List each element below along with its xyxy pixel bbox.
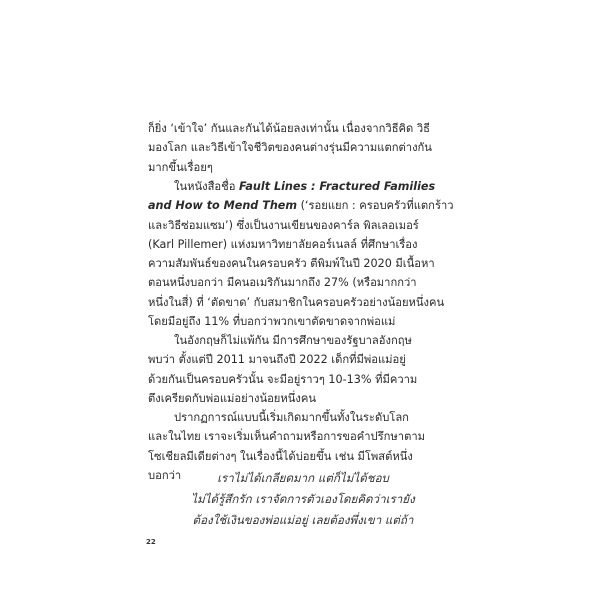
text-segment: ในหนังสือชื่อ [174,180,240,193]
paragraph-2 [148,177,460,331]
text-segment: (‘รอยแยก : ครอบครัวที่แตกร้าว [297,199,454,213]
text-line [148,177,460,196]
text-line: และวิธีซ่อมแซม’) ซึ่งเป็นงานเขียนของคาร์ล พิลเลอเมอร์ [148,218,419,232]
text-line: มากขึ้นเรื่อยๆ [148,160,213,174]
text-line: ก็ยิ่ง ‘เข้าใจ’ กันและกันได้น้อยลงเท่านั้น เนื่องจากวิธีคิด วิธี [148,122,430,135]
text-line: และในไทย เราจะเริ่มเห็นคำถามหรือการขอคำปรึกษาตาม [148,430,425,444]
text-line: หนึ่งในสี่) ที่ ‘ตัดขาด’ กับสมาชิกในครอบครัวอย่างน้อยหนึ่งคน [148,295,445,309]
quote-line: ไม่ได้รู้สึกรัก เราจัดการตัวเองโดยคิดว่าเรายัง [191,492,415,506]
text-line: ตึงเครียดกับพ่อแม่อย่างน้อยหนึ่งคน [148,391,316,405]
book-title-en: and How to Mend Them [148,199,298,213]
text-line: ด้วยกันเป็นครอบครัวนั้น จะมีอยู่ราวๆ 10-13% ที่มีความ [148,372,418,386]
quote-line: เราไม่ได้เกลียดมาก แต่ก็ไม่ได้ชอบ [217,471,389,485]
text-line [148,196,460,215]
text-line: โดยมีอยู่ถึง 11% ที่บอกว่าพวกเขาตัดขาดจากพ่อแม่ [148,315,396,329]
block-quote [148,468,458,531]
page-number: 22 [146,538,156,546]
text-line: (Karl Pillemer) แห่งมหาวิทยาลัยคอร์เนลล์ ที่ศึกษาเรื่อง [148,237,418,251]
text-line: บอกว่า [148,468,182,482]
book-title-en: Fault Lines : Fractured Families [239,180,436,193]
text-line: โซเชียลมีเดียต่างๆ ในเรื่องนี้ได้บ่อยขึ้น เช่น มีโพสต์หนึ่ง [148,449,413,463]
text-line: มองโลก และวิธีเข้าใจชีวิตของคนต่างรุ่นมีความแตกต่างกัน [148,141,432,155]
text-line: ปรากฏการณ์แบบนี้เริ่มเกิดมากขึ้นทั้งในระดับโลก [174,411,409,424]
text-line: ในอังกฤษก็ไม่แพ้กัน มีการศึกษาของรัฐบาลอังกฤษ [174,334,412,347]
paragraph-3 [148,331,460,408]
text-line: พบว่า ตั้งแต่ปี 2011 มาจนถึงปี 2022 เด็กที่มีพ่อแม่อยู่ [148,353,406,367]
text-line: ความสัมพันธ์ของคนในครอบครัว ตีพิมพ์ในปี 2020 มีเนื้อหา [148,257,435,271]
quote-line: ต้องใช้เงินของพ่อแม่อยู่ เลยต้องพึ่งเขา แต่ถ้า [192,513,414,527]
text-line: ตอนหนึ่งบอกว่า มีคนอเมริกันมากถึง 27% (หรือมากกว่า [148,276,417,290]
paragraph-1 [148,119,460,177]
